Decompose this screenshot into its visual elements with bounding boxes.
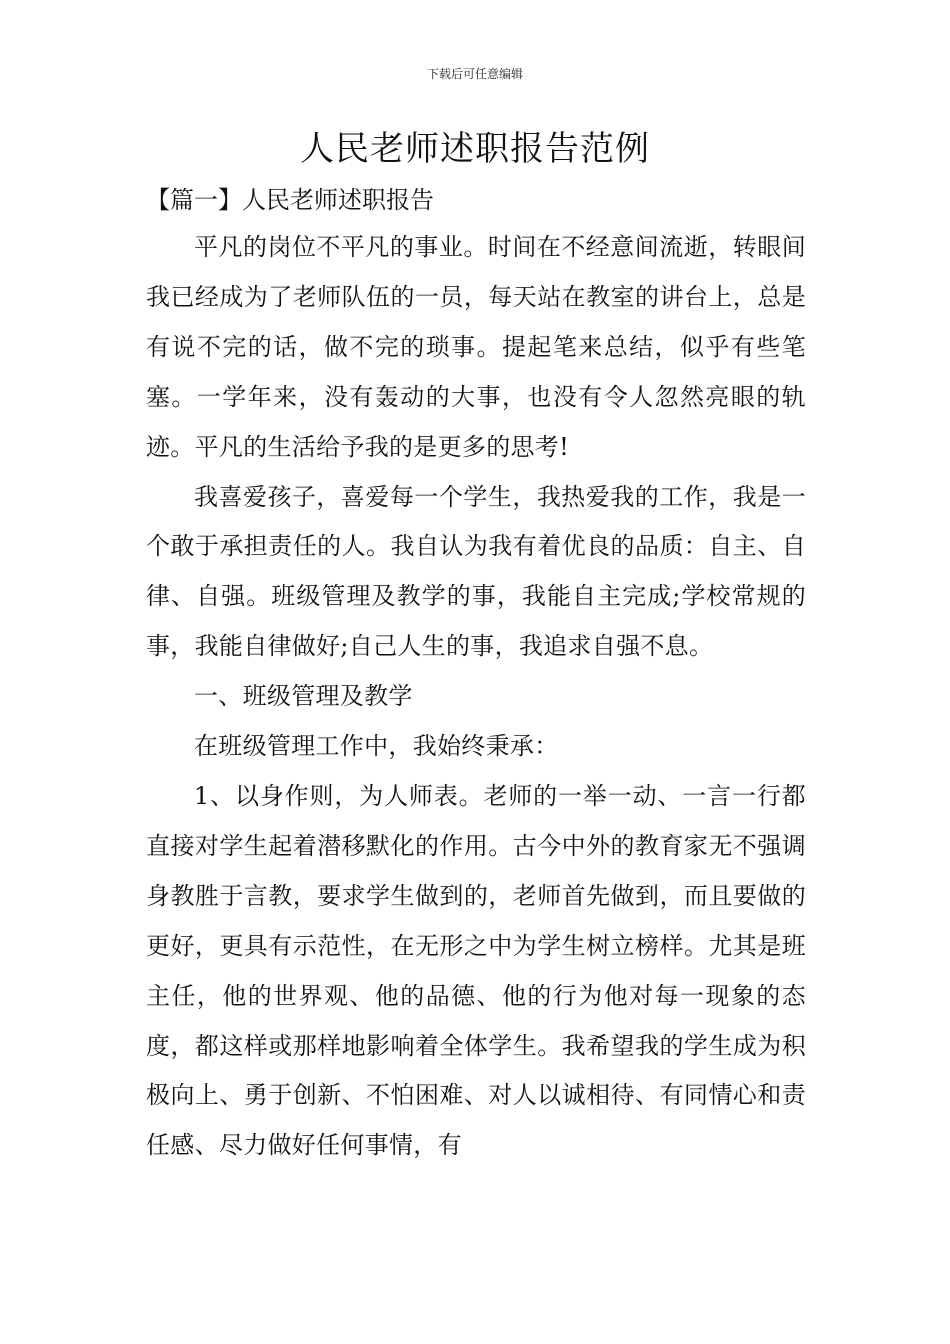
document-title: 人民老师述职报告范例 bbox=[300, 129, 650, 169]
paragraph: 一、班级管理及教学 bbox=[194, 682, 413, 711]
paragraph: 1、以身作则，为人师表。老师的一举一动、一言一行都直接对学生起着潜移默化的作用。古今中外的教育家无不强调身教胜于言教，要求学生做到的，老师首先做到，而且要做的更好，更具有示范性，在无形之中为学生树立榜样。尤其是班主任，他的世界观、他的品德、他的行为他对每一现象的态度，都这样或那样地影响着全体学生。我希望我的学生成为积极向上、勇于创新、不怕困难、对人以诚相待、有同情心和责任感、尽力做好任何事情，有 bbox=[146, 781, 806, 1160]
paragraph: 我喜爱孩子，喜爱每一个学生，我热爱我的工作，我是一个敢于承担责任的人。我自认为我有着优良的品质：自主、自律、自强。班级管理及教学的事，我能自主完成;学校常规的事，我能自律做好;自己人生的事，我追求自强不息。 bbox=[146, 482, 806, 661]
section-heading: 【篇一】人民老师述职报告 bbox=[146, 186, 434, 214]
body-text bbox=[146, 223, 806, 1171]
paragraph: 在班级管理工作中，我始终秉承： bbox=[194, 732, 559, 761]
header-note: 下载后可任意编辑 bbox=[426, 67, 523, 81]
paragraph: 平凡的岗位不平凡的事业。时间在不经意间流逝，转眼间我已经成为了老师队伍的一员，每天站在教室的讲台上，总是有说不完的话，做不完的琐事。提起笔来总结，似乎有些笔塞。一学年来，没有轰动的大事，也没有令人忽然亮眼的轨迹。平凡的生活给予我的是更多的思考! bbox=[146, 233, 806, 461]
